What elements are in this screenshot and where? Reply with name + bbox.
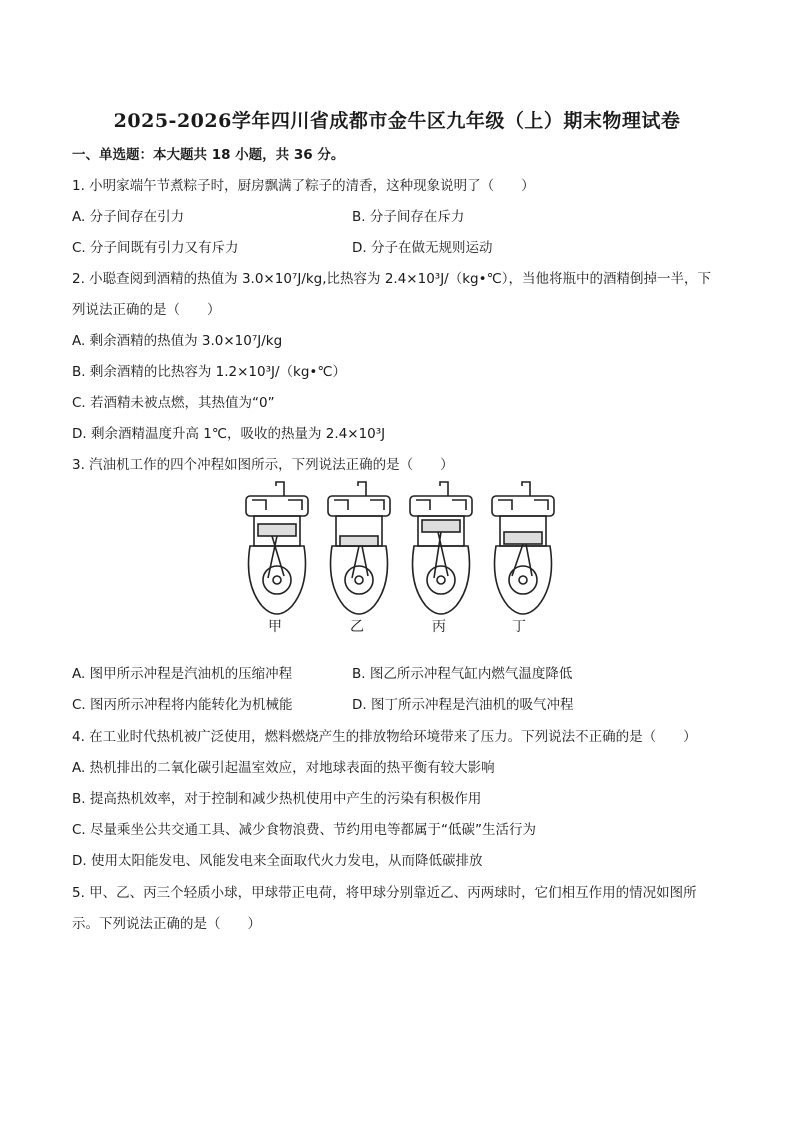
- question-3-stem: 3. 汽油机工作的四个冲程如图所示，下列说法正确的是（ ）: [72, 457, 454, 473]
- question-4-option-c: C. 尽量乘坐公共交通工具、减少食物浪费、节约用电等都属于“低碳”生活行为: [72, 822, 536, 838]
- question-3-option-c: C. 图丙所示冲程将内能转化为机械能: [72, 697, 293, 713]
- figure-label-bing: 丙: [432, 619, 446, 635]
- question-1-option-c: C. 分子间既有引力又有斥力: [72, 240, 239, 256]
- engine-diagram-3: [410, 482, 472, 614]
- question-2-stem-line1: 2. 小聪查阅到酒精的热值为 3.0×10⁷J/kg,比热容为 2.4×10³J/（kg•℃），当他将瓶中的酒精倒掉一半，下: [72, 271, 711, 287]
- question-5-stem-line1: 5. 甲、乙、丙三个轻质小球，甲球带正电荷，将甲球分别靠近乙、丙两球时，它们相互作用的情况如图所: [72, 885, 697, 901]
- exam-title: 2025-2026学年四川省成都市金牛区九年级（上）期末物理试卷: [113, 110, 681, 132]
- question-3-option-a: A. 图甲所示冲程是汽油机的压缩冲程: [72, 666, 293, 682]
- figure-label-yi: 乙: [350, 619, 364, 635]
- question-4-stem: 4. 在工业时代热机被广泛使用，燃料燃烧产生的排放物给环境带来了压力。下列说法不正确的是（ ）: [72, 729, 697, 745]
- question-2-option-d: D. 剩余酒精温度升高 1℃，吸收的热量为 2.4×10³J: [72, 426, 386, 442]
- engine-diagram-2: [328, 482, 390, 614]
- question-2-stem-line2: 列说法正确的是（ ）: [72, 302, 221, 318]
- question-5-stem-line2: 示。下列说法正确的是（ ）: [72, 916, 261, 932]
- question-1-option-d: D. 分子在做无规则运动: [352, 240, 493, 256]
- figure-label-ding: 丁: [512, 619, 526, 635]
- question-3-option-b: B. 图乙所示冲程气缸内燃气温度降低: [352, 666, 573, 682]
- engine-strokes-figure: [232, 478, 562, 636]
- question-4-option-d: D. 使用太阳能发电、风能发电来全面取代火力发电，从而降低碳排放: [72, 853, 483, 869]
- question-2-option-c: C. 若酒精未被点燃，其热值为“0”: [72, 395, 275, 411]
- question-1-stem: 1. 小明家端午节煮粽子时，厨房飘满了粽子的清香，这种现象说明了（ ）: [72, 178, 535, 194]
- figure-label-jia: 甲: [268, 619, 282, 635]
- question-1-option-b: B. 分子间存在斥力: [352, 209, 465, 225]
- question-3-option-d: D. 图丁所示冲程是汽油机的吸气冲程: [352, 697, 574, 713]
- question-1-option-a: A. 分子间存在引力: [72, 209, 185, 225]
- question-2-option-a: A. 剩余酒精的热值为 3.0×10⁷J/kg: [72, 333, 283, 349]
- engine-diagram-1: [246, 482, 308, 614]
- question-4-option-b: B. 提高热机效率，对于控制和减少热机使用中产生的污染有积极作用: [72, 791, 482, 807]
- section-heading: 一、单选题：本大题共 18 小题，共 36 分。: [72, 147, 345, 163]
- question-4-option-a: A. 热机排出的二氧化碳引起温室效应，对地球表面的热平衡有较大影响: [72, 760, 495, 776]
- question-2-option-b: B. 剩余酒精的比热容为 1.2×10³J/（kg•℃）: [72, 364, 347, 380]
- engine-diagram-4: [492, 482, 554, 614]
